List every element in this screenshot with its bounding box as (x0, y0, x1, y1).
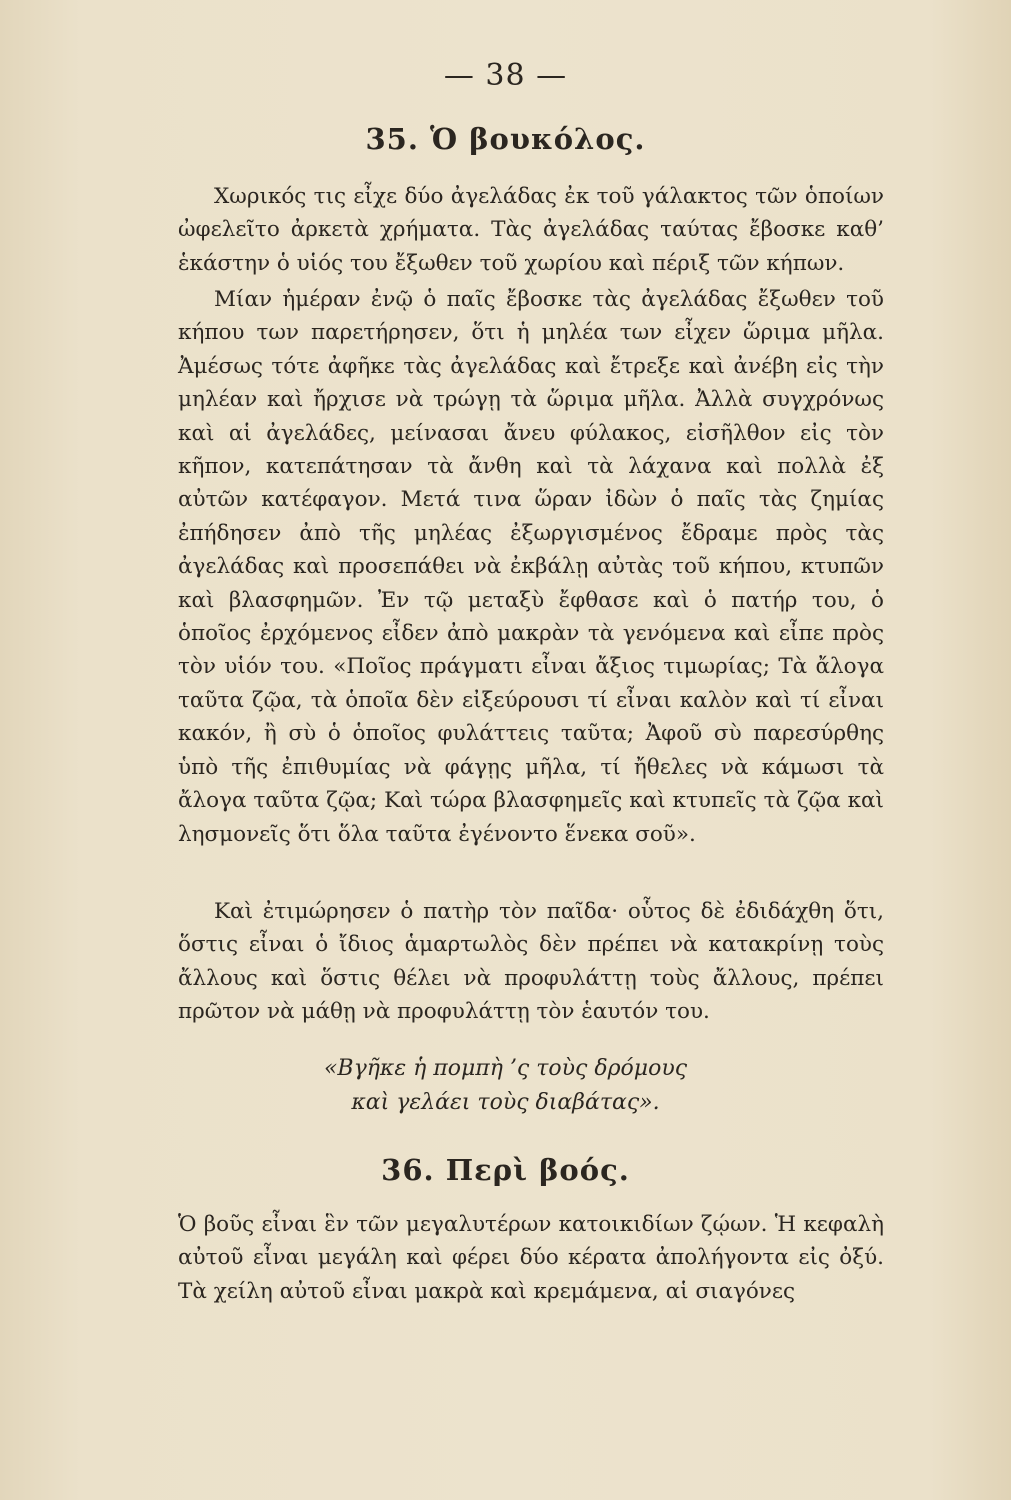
section-35-paragraph-2: Μίαν ἡμέραν ἐνῷ ὁ παῖς ἔβοσκε τὰς ἀγελάδας ἔξωθεν τοῦ κήπου των παρετήρησεν, ὅτι ἡ μηλέα των εἶχεν ὥριμα μῆλα. Ἀμέσως τότε ἀφῆκε τὰς ἀγελάδας καὶ ἔτρεξε καὶ ἀνέβη εἰς τὴν μηλέαν καὶ ἤρχισε νὰ τρώγῃ τὰ ὥριμα μῆλα. Ἀλλὰ συγχρόνως καὶ αἱ ἀγελάδες, μείνασαι ἄνευ φύλακος, εἰσῆλθον εἰς τὸν κῆπον, κατεπάτησαν τὰ ἄνθη καὶ τὰ λάχανα καὶ πολλὰ ἐξ αὐτῶν κατέφαγον. Μετά τινα ὥραν ἰδὼν ὁ παῖς τὰς ζημίας ἐπήδησεν ἀπὸ τῆς μηλέας ἐξωργισμένος ἔδραμε πρὸς τὰς ἀγελάδας καὶ προσεπάθει νὰ ἐκβάλῃ αὐτὰς τοῦ κήπου, κτυπῶν καὶ βλασφημῶν. Ἐν τῷ μεταξὺ ἔφθασε καὶ ὁ πατήρ του, ὁ ὁποῖος ἐρχόμενος εἶδεν ἀπὸ μακρὰν τὰ γενόμενα καὶ εἶπε πρὸς τὸν υἱόν του. «Ποῖος πράγματι εἶναι ἄξιος τιμωρίας; Τὰ ἄλογα ταῦτα ζῷα, τὰ ὁποῖα δὲν εἰξεύρουσι τί εἶναι καλὸν καὶ τί εἶναι κακόν, ἢ σὺ ὁ ὁποῖος φυλάττεις ταῦτα; Ἀφοῦ σὺ παρεσύρθης ὑπὸ τῆς ἐπιθυμίας νὰ φάγῃς μῆλα, τί ἤθελες νὰ κάμωσι τὰ ἄλογα ταῦτα ζῷα; Καὶ τώρα βλασφημεῖς καὶ κτυπεῖς τὰ ζῷα καὶ λησμονεῖς ὅτι ὅλα ταῦτα ἐγένοντο ἕνεκα σοῦ». (178, 287, 884, 847)
section-36-paragraph-1: Ὁ βοῦς εἶναι ἓν τῶν μεγαλυτέρων κατοικιδίων ζῴων. Ἡ κεφαλὴ αὐτοῦ εἶναι μεγάλη καὶ φέρει δύο κέρατα ἀπολήγοντα εἰς ὀξύ. Τὰ χείλη αὐτοῦ εἶναι μακρὰ καὶ κρεμάμενα, αἱ σιαγόνες (178, 1212, 884, 1304)
section-35-heading: 35. Ὁ βουκόλος. (365, 122, 646, 156)
section-36-heading: 36. Περὶ βοός. (381, 1153, 630, 1187)
proverb-line-1: «Βγῆκε ἡ πομπὴ ’ς τοὺς δρόμους (323, 1056, 688, 1081)
section-35-paragraph-1: Χωρικός τις εἶχε δύο ἀγελάδας ἐκ τοῦ γάλακτος τῶν ὁποίων ὠφελεῖτο ἀρκετὰ χρήματα. Τὰς ἀγελάδας ταύτας ἔβοσκε καθ’ ἑκάστην ὁ υἱός του ἔξωθεν τοῦ χωρίου καὶ πέριξ τῶν κήπων. (178, 184, 884, 276)
proverb-line-2: καὶ γελάει τοὺς διαβάτας». (351, 1090, 660, 1115)
section-35-paragraph-3: Καὶ ἐτιμώρησεν ὁ πατὴρ τὸν παῖδα· οὗτος δὲ ἐδιδάχθη ὅτι, ὅστις εἶναι ὁ ἴδιος ἁμαρτωλὸς δὲν πρέπει νὰ κατακρίνῃ τοὺς ἄλλους καὶ ὅστις θέλει νὰ προφυλάττῃ τοὺς ἄλλους, πρέπει πρῶτον νὰ μάθῃ νὰ προφυλάττῃ τὸν ἑαυτόν του. (178, 899, 884, 1025)
page-number: — 38 — (443, 58, 568, 93)
